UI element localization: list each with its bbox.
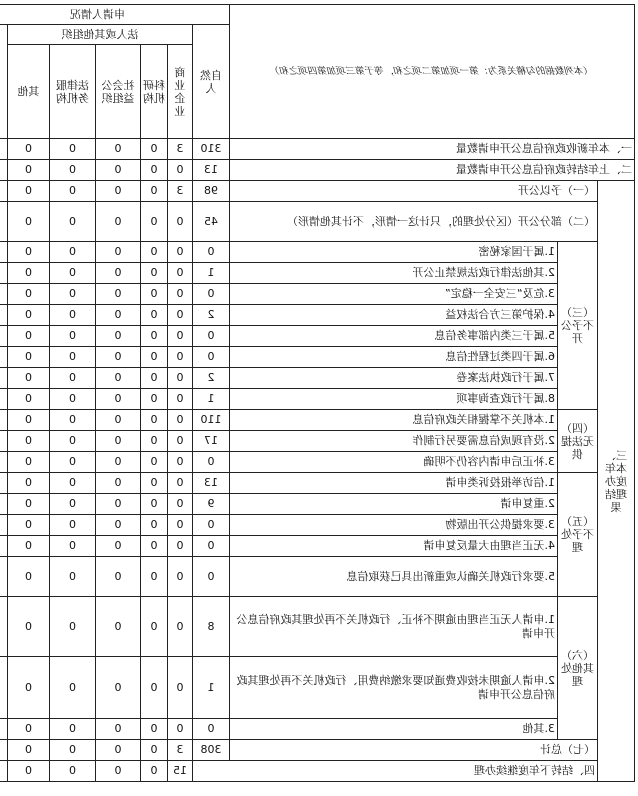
value-cell bbox=[0, 719, 7, 740]
value-cell: 0 bbox=[192, 326, 229, 347]
value-cell: 2 bbox=[192, 368, 229, 389]
value-cell: 8 bbox=[192, 597, 229, 657]
value-cell: 0 bbox=[49, 347, 95, 368]
row-label: 一、本年新收政府信息公开申请数量 bbox=[229, 139, 634, 160]
value-cell: 0 bbox=[140, 452, 167, 473]
value-cell: 0 bbox=[95, 597, 140, 657]
table-row bbox=[0, 368, 635, 389]
row-label: 2.申请人逾期未按收费通知要求缴纳费用、行政机关不再处理其政府信息公开申请 bbox=[229, 657, 557, 719]
value-cell: 0 bbox=[7, 181, 49, 202]
value-cell: 0 bbox=[49, 761, 95, 782]
value-cell bbox=[0, 740, 7, 761]
value-cell: 0 bbox=[95, 557, 140, 597]
value-cell bbox=[0, 597, 7, 657]
value-cell: 0 bbox=[167, 160, 192, 181]
value-cell: 0 bbox=[167, 389, 192, 410]
value-cell: 0 bbox=[7, 263, 49, 284]
value-cell: 0 bbox=[7, 740, 49, 761]
value-cell: 3 bbox=[167, 181, 192, 202]
value-cell bbox=[0, 431, 7, 452]
value-cell: 0 bbox=[49, 719, 95, 740]
value-cell: 0 bbox=[95, 410, 140, 431]
value-cell: 0 bbox=[7, 368, 49, 389]
value-cell: 0 bbox=[167, 536, 192, 557]
value-cell: 0 bbox=[49, 494, 95, 515]
value-cell: 0 bbox=[140, 160, 167, 181]
value-cell: 0 bbox=[192, 347, 229, 368]
value-cell: 0 bbox=[140, 719, 167, 740]
value-cell: 0 bbox=[7, 242, 49, 263]
value-cell: 0 bbox=[140, 242, 167, 263]
value-cell bbox=[0, 657, 7, 719]
value-cell: 0 bbox=[7, 389, 49, 410]
value-cell: 0 bbox=[140, 597, 167, 657]
value-cell bbox=[0, 181, 7, 202]
row-label: 5.要求行政机关确认或重新出具已获取信息 bbox=[229, 557, 557, 597]
value-cell: 310 bbox=[192, 139, 229, 160]
value-cell: 0 bbox=[95, 740, 140, 761]
table-row bbox=[0, 473, 635, 494]
value-cell bbox=[0, 347, 7, 368]
value-cell: 0 bbox=[7, 657, 49, 719]
value-cell: 0 bbox=[167, 347, 192, 368]
value-cell: 0 bbox=[167, 284, 192, 305]
table-row bbox=[0, 242, 635, 263]
row-label: 3.要求提供公开出版物 bbox=[229, 515, 557, 536]
row-label: （七）总计 bbox=[229, 740, 597, 761]
table-row bbox=[0, 263, 635, 284]
value-cell: 0 bbox=[140, 515, 167, 536]
value-cell: 3 bbox=[167, 740, 192, 761]
row-label: 4.无正当理由大量反复申请 bbox=[229, 536, 557, 557]
legal-service-header: 法律服务机构 bbox=[49, 45, 95, 139]
value-cell: 0 bbox=[167, 431, 192, 452]
value-cell: 1 bbox=[192, 657, 229, 719]
value-cell: 15 bbox=[167, 761, 192, 782]
value-cell bbox=[0, 452, 7, 473]
value-cell: 0 bbox=[192, 557, 229, 597]
row-label: 1.本机关不掌握相关政府信息 bbox=[229, 410, 557, 431]
value-cell: 0 bbox=[49, 515, 95, 536]
value-cell: 45 bbox=[192, 202, 229, 242]
value-cell: 0 bbox=[140, 305, 167, 326]
total-header bbox=[0, 25, 7, 139]
value-cell bbox=[0, 368, 7, 389]
value-cell: 0 bbox=[95, 284, 140, 305]
disclosure-statistics-table bbox=[0, 4, 635, 782]
row-label: 4.保护第三方合法权益 bbox=[229, 305, 557, 326]
value-cell: 0 bbox=[140, 284, 167, 305]
value-cell: 0 bbox=[49, 263, 95, 284]
value-cell bbox=[0, 557, 7, 597]
value-cell: 0 bbox=[49, 160, 95, 181]
value-cell: 0 bbox=[7, 284, 49, 305]
table-row bbox=[0, 139, 635, 160]
value-cell: 0 bbox=[49, 410, 95, 431]
table-row bbox=[0, 160, 635, 181]
value-cell: 0 bbox=[167, 719, 192, 740]
value-cell: 0 bbox=[167, 452, 192, 473]
value-cell bbox=[0, 305, 7, 326]
table-row bbox=[0, 452, 635, 473]
value-cell: 0 bbox=[167, 494, 192, 515]
value-cell bbox=[0, 494, 7, 515]
value-cell: 0 bbox=[7, 761, 49, 782]
table-row bbox=[0, 761, 635, 782]
table-row bbox=[0, 557, 635, 597]
value-cell: 0 bbox=[95, 263, 140, 284]
table-row bbox=[0, 431, 635, 452]
row-label: 3.其他 bbox=[229, 719, 557, 740]
value-cell: 0 bbox=[140, 139, 167, 160]
value-cell: 0 bbox=[140, 657, 167, 719]
value-cell: 0 bbox=[95, 181, 140, 202]
value-cell bbox=[0, 473, 7, 494]
row-label: （一）予以公开 bbox=[229, 181, 597, 202]
value-cell: 0 bbox=[167, 368, 192, 389]
row-label: 1.申请人无正当理由逾期不补正、行政机关不再处理其政府信息公开申请 bbox=[229, 597, 557, 657]
value-cell: 0 bbox=[95, 160, 140, 181]
value-cell: 0 bbox=[140, 473, 167, 494]
value-cell: 0 bbox=[95, 515, 140, 536]
value-cell bbox=[0, 202, 7, 242]
value-cell: 0 bbox=[95, 368, 140, 389]
value-cell: 0 bbox=[7, 139, 49, 160]
value-cell bbox=[0, 263, 7, 284]
value-cell bbox=[0, 139, 7, 160]
value-cell: 0 bbox=[167, 473, 192, 494]
legal-group-header: 法人或其他组织 bbox=[7, 25, 192, 45]
value-cell: 0 bbox=[140, 326, 167, 347]
row-label: 7.属于行政执法案卷 bbox=[229, 368, 557, 389]
table-row bbox=[0, 494, 635, 515]
value-cell: 110 bbox=[192, 410, 229, 431]
section3-label: 三、本年度办理结果 bbox=[598, 181, 635, 782]
value-cell: 0 bbox=[49, 431, 95, 452]
value-cell: 0 bbox=[49, 305, 95, 326]
value-cell: 0 bbox=[167, 557, 192, 597]
value-cell: 0 bbox=[7, 597, 49, 657]
row-label: 2.重复申请 bbox=[229, 494, 557, 515]
value-cell: 0 bbox=[95, 719, 140, 740]
value-cell: 0 bbox=[49, 242, 95, 263]
table-row bbox=[0, 347, 635, 368]
table-row bbox=[0, 536, 635, 557]
value-cell: 0 bbox=[7, 515, 49, 536]
value-cell: 0 bbox=[95, 326, 140, 347]
value-cell bbox=[0, 761, 7, 782]
value-cell: 0 bbox=[49, 452, 95, 473]
other-header: 其他 bbox=[7, 45, 49, 139]
row-label: （二）部分公开（区分处理的，只计这一情形，不计其他情形） bbox=[229, 202, 597, 242]
value-cell: 0 bbox=[140, 263, 167, 284]
value-cell: 0 bbox=[192, 284, 229, 305]
row-label: 8.属于行政查询事项 bbox=[229, 389, 557, 410]
value-cell: 0 bbox=[49, 657, 95, 719]
value-cell: 0 bbox=[49, 597, 95, 657]
value-cell: 0 bbox=[167, 263, 192, 284]
value-cell: 9 bbox=[192, 494, 229, 515]
value-cell: 0 bbox=[49, 740, 95, 761]
value-cell: 0 bbox=[95, 389, 140, 410]
value-cell: 1 bbox=[192, 389, 229, 410]
value-cell: 0 bbox=[49, 139, 95, 160]
value-cell: 0 bbox=[7, 719, 49, 740]
value-cell: 3 bbox=[167, 139, 192, 160]
research-header: 科研机构 bbox=[140, 45, 167, 139]
row-label: 5.属于三类内部事务信息 bbox=[229, 326, 557, 347]
group-label: （六）其他处理 bbox=[558, 597, 598, 740]
value-cell: 0 bbox=[167, 326, 192, 347]
value-cell: 0 bbox=[49, 473, 95, 494]
value-cell: 0 bbox=[192, 452, 229, 473]
row-label: 6.属于四类过程性信息 bbox=[229, 347, 557, 368]
value-cell bbox=[0, 410, 7, 431]
value-cell: 0 bbox=[7, 305, 49, 326]
corp-header: 商业企业 bbox=[167, 45, 192, 139]
value-cell: 0 bbox=[95, 452, 140, 473]
value-cell: 0 bbox=[95, 305, 140, 326]
value-cell: 0 bbox=[140, 368, 167, 389]
value-cell: 0 bbox=[192, 719, 229, 740]
value-cell: 0 bbox=[49, 202, 95, 242]
value-cell: 0 bbox=[140, 431, 167, 452]
value-cell: 0 bbox=[192, 515, 229, 536]
value-cell: 0 bbox=[95, 761, 140, 782]
table-row bbox=[0, 305, 635, 326]
value-cell: 0 bbox=[7, 557, 49, 597]
group-label: （五）不予处理 bbox=[558, 473, 598, 597]
value-cell: 0 bbox=[140, 494, 167, 515]
value-cell: 0 bbox=[140, 181, 167, 202]
value-cell: 0 bbox=[95, 536, 140, 557]
value-cell: 0 bbox=[95, 202, 140, 242]
value-cell: 0 bbox=[49, 557, 95, 597]
value-cell: 0 bbox=[95, 494, 140, 515]
value-cell: 0 bbox=[140, 347, 167, 368]
value-cell: 0 bbox=[192, 536, 229, 557]
value-cell: 0 bbox=[95, 473, 140, 494]
row-label: 3.危及“三安全一稳定” bbox=[229, 284, 557, 305]
value-cell: 0 bbox=[7, 326, 49, 347]
value-cell: 13 bbox=[192, 160, 229, 181]
row-label: 1.属于国家秘密 bbox=[229, 242, 557, 263]
value-cell: 0 bbox=[167, 410, 192, 431]
value-cell: 0 bbox=[7, 536, 49, 557]
value-cell: 0 bbox=[7, 160, 49, 181]
value-cell: 0 bbox=[7, 473, 49, 494]
table-row bbox=[0, 202, 635, 242]
value-cell: 17 bbox=[192, 431, 229, 452]
table-row bbox=[0, 597, 635, 657]
table-row bbox=[0, 284, 635, 305]
table-row bbox=[0, 410, 635, 431]
row-label: 3.补正后申请内容仍不明确 bbox=[229, 452, 557, 473]
value-cell bbox=[0, 284, 7, 305]
table-row bbox=[0, 181, 635, 202]
table-row bbox=[0, 515, 635, 536]
row-label: 四、结转下年度继续办理 bbox=[192, 761, 597, 782]
value-cell: 308 bbox=[192, 740, 229, 761]
value-cell: 0 bbox=[49, 536, 95, 557]
group-label: （四）无法提供 bbox=[558, 410, 598, 473]
row-label: 1.信访举报投诉类申请 bbox=[229, 473, 557, 494]
group-label: （三）不予公开 bbox=[558, 242, 598, 410]
value-cell: 13 bbox=[192, 473, 229, 494]
value-cell: 98 bbox=[192, 181, 229, 202]
value-cell: 0 bbox=[140, 740, 167, 761]
table-row bbox=[0, 740, 635, 761]
value-cell: 0 bbox=[7, 202, 49, 242]
note-cell: （本列数据的勾稽关系为：第一项加第二项之和，等于第三项加第四项之和） bbox=[229, 5, 634, 139]
value-cell: 0 bbox=[140, 557, 167, 597]
value-cell: 0 bbox=[49, 326, 95, 347]
value-cell: 0 bbox=[140, 410, 167, 431]
value-cell: 0 bbox=[95, 431, 140, 452]
header-row-1 bbox=[0, 5, 635, 25]
value-cell: 0 bbox=[167, 657, 192, 719]
value-cell bbox=[0, 515, 7, 536]
value-cell: 0 bbox=[167, 305, 192, 326]
table-row bbox=[0, 389, 635, 410]
row-label: 2.没有现成信息需要另行制作 bbox=[229, 431, 557, 452]
value-cell: 0 bbox=[49, 284, 95, 305]
value-cell bbox=[0, 389, 7, 410]
value-cell: 0 bbox=[49, 389, 95, 410]
value-cell: 2 bbox=[192, 305, 229, 326]
value-cell: 0 bbox=[167, 597, 192, 657]
natural-person-header: 自然人 bbox=[192, 25, 229, 139]
table-row bbox=[0, 719, 635, 740]
table-row bbox=[0, 657, 635, 719]
value-cell: 0 bbox=[7, 347, 49, 368]
value-cell: 0 bbox=[95, 242, 140, 263]
value-cell: 0 bbox=[167, 242, 192, 263]
value-cell: 0 bbox=[167, 515, 192, 536]
row-label: 二、上年结转政府信息公开申请数量 bbox=[229, 160, 634, 181]
value-cell: 0 bbox=[7, 410, 49, 431]
value-cell: 0 bbox=[167, 202, 192, 242]
social-header: 社会公益组织 bbox=[95, 45, 140, 139]
value-cell: 0 bbox=[7, 452, 49, 473]
row-label: 2.其他法律行政法规禁止公开 bbox=[229, 263, 557, 284]
value-cell bbox=[0, 160, 7, 181]
value-cell: 0 bbox=[140, 536, 167, 557]
value-cell: 0 bbox=[140, 202, 167, 242]
value-cell: 1 bbox=[192, 263, 229, 284]
value-cell: 0 bbox=[95, 657, 140, 719]
value-cell: 0 bbox=[7, 431, 49, 452]
value-cell bbox=[0, 242, 7, 263]
applicant-situation-header: 申请人情况 bbox=[0, 5, 229, 25]
table-row bbox=[0, 326, 635, 347]
value-cell: 0 bbox=[7, 494, 49, 515]
value-cell bbox=[0, 326, 7, 347]
value-cell: 0 bbox=[95, 139, 140, 160]
value-cell: 0 bbox=[49, 181, 95, 202]
value-cell bbox=[0, 536, 7, 557]
value-cell: 0 bbox=[95, 347, 140, 368]
value-cell: 0 bbox=[140, 761, 167, 782]
value-cell: 0 bbox=[140, 389, 167, 410]
value-cell: 0 bbox=[49, 368, 95, 389]
value-cell: 0 bbox=[192, 242, 229, 263]
